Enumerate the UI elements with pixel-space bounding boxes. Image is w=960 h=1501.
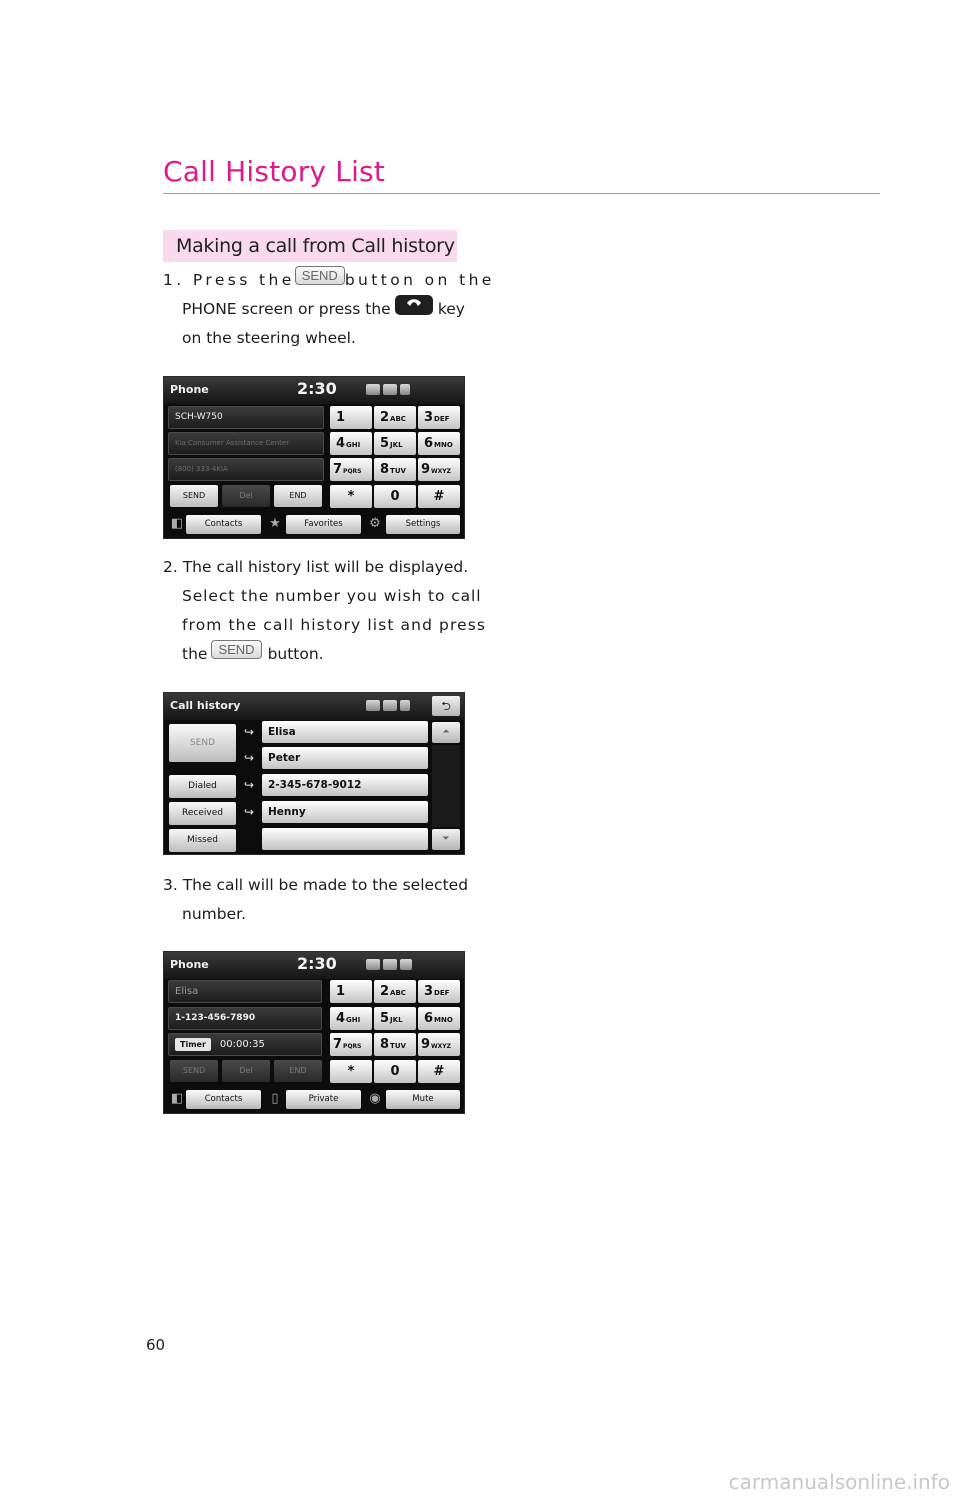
dial-key-2[interactable]: 2ABC (374, 980, 416, 1003)
dial-key-3[interactable]: 3DEF (418, 980, 460, 1003)
call-history-row-3[interactable]: 2-345-678-9012 (262, 774, 428, 796)
step-1-line-1 (163, 266, 495, 295)
dial-key-0[interactable]: 0 (374, 1060, 416, 1083)
dial-key-1[interactable]: 1 (330, 406, 372, 429)
section-heading: Making a call from Call history (163, 230, 457, 262)
timer-label: Timer (175, 1038, 211, 1051)
dial-key-hash[interactable]: # (418, 485, 460, 508)
page-title: Call History List (163, 155, 386, 188)
end-button[interactable]: END (274, 1060, 322, 1082)
send-key-label: SEND (211, 640, 261, 659)
battery-icon (366, 959, 380, 970)
step-3-line-1: 3. The call will be made to the selected (163, 876, 469, 894)
call-icon (400, 959, 412, 970)
call-history-row-1[interactable]: Elisa (262, 721, 428, 743)
dialed-button[interactable]: Dialed (169, 775, 236, 798)
call-history-row-4[interactable]: Henny (262, 801, 428, 823)
watermark: carmanualsonline.info (728, 1470, 950, 1494)
dial-key-3[interactable]: 3DEF (418, 406, 460, 429)
step-2-line-2: Select the number you wish to call (182, 587, 482, 605)
del-button[interactable]: Del (222, 485, 270, 507)
contacts-button[interactable]: Contacts (186, 515, 261, 534)
step-1-text-c: PHONE screen or press the (182, 300, 391, 318)
contacts-icon: ◧ (170, 516, 184, 531)
bluetooth-icon (400, 700, 410, 711)
title-divider (163, 193, 880, 194)
dial-key-6[interactable]: 6MNO (418, 432, 460, 455)
dial-key-star[interactable]: * (330, 1060, 372, 1083)
dial-key-5[interactable]: 5JKL (374, 1007, 416, 1030)
dial-key-5[interactable]: 5JKL (374, 432, 416, 455)
caller-number-field: 1-123-456-7890 (168, 1007, 322, 1030)
contacts-button[interactable]: Contacts (186, 1090, 261, 1109)
screen-title: Phone (170, 383, 209, 396)
end-button[interactable]: END (274, 485, 322, 507)
dial-key-4[interactable]: 4GHI (330, 1007, 372, 1030)
battery-icon (366, 384, 380, 395)
call-direction-icon: ↪ (244, 725, 255, 739)
step-2-line-4 (163, 640, 465, 669)
phone-screen-active-call (163, 951, 465, 1114)
caller-name-field: Elisa (168, 980, 322, 1003)
call-direction-icon: ↪ (244, 778, 255, 792)
received-button[interactable]: Received (169, 802, 236, 825)
status-icons (366, 959, 412, 971)
step-1-text-d: key (437, 300, 465, 318)
step-1-text-b: button on the (344, 271, 495, 289)
dial-key-7[interactable]: 7PQRS (330, 458, 372, 481)
signal-icon (383, 384, 397, 395)
private-button[interactable]: Private (286, 1090, 361, 1109)
scroll-track[interactable] (432, 745, 460, 827)
signal-icon (383, 700, 397, 711)
dial-key-1[interactable]: 1 (330, 980, 372, 1003)
call-history-row-5[interactable] (262, 828, 428, 850)
call-timer-field (168, 1033, 322, 1056)
step-1-line-3: on the steering wheel. (182, 329, 356, 347)
status-icons (366, 700, 410, 712)
step-2 (163, 553, 487, 669)
step-2-text-a: the (182, 645, 208, 663)
status-icons (366, 384, 410, 396)
gear-icon: ⚙ (369, 516, 381, 531)
step-1 (163, 266, 495, 353)
call-direction-icon: ↪ (244, 805, 255, 819)
page-number: 60 (146, 1336, 166, 1354)
settings-button[interactable]: Settings (386, 515, 460, 534)
mute-icon: ◉ (369, 1091, 381, 1106)
contact-name-field: Kia Consumer Assistance Center (168, 432, 324, 455)
dial-key-4[interactable]: 4GHI (330, 432, 372, 455)
dial-key-7[interactable]: 7PQRS (330, 1033, 372, 1056)
step-2-line-1: 2. The call history list will be displayed. (163, 558, 469, 576)
screen-title: Phone (170, 958, 209, 971)
device-name-field: SCH-W750 (168, 406, 324, 429)
dial-key-8[interactable]: 8TUV (374, 458, 416, 481)
back-button[interactable]: ⮌ (432, 696, 460, 716)
signal-icon (383, 959, 397, 970)
bluetooth-icon (400, 384, 410, 395)
dial-key-hash[interactable]: # (418, 1060, 460, 1083)
battery-icon (366, 700, 380, 711)
missed-button[interactable]: Missed (169, 829, 236, 852)
send-key-label: SEND (295, 266, 345, 285)
dial-key-8[interactable]: 8TUV (374, 1033, 416, 1056)
contact-number-field: (800) 333-4KIA (168, 458, 324, 481)
step-3-line-2: number. (182, 905, 246, 923)
send-button[interactable]: SEND (169, 724, 236, 762)
phone-screen-dialpad (163, 376, 465, 539)
handset-icon: ▯ (271, 1091, 279, 1106)
scroll-down-button[interactable]: ⏷ (432, 829, 460, 850)
screen-clock: 2:30 (297, 954, 337, 973)
step-2-line-3: from the call history list and press (182, 616, 487, 634)
dial-key-9[interactable]: 9WXYZ (418, 1033, 460, 1056)
call-history-row-2[interactable]: Peter (262, 747, 428, 769)
contacts-icon: ◧ (170, 1091, 184, 1106)
dial-key-9[interactable]: 9WXYZ (418, 458, 460, 481)
timer-value: 00:00:35 (219, 1039, 265, 1050)
step-1-line-2 (163, 295, 465, 324)
screen-title: Call history (170, 699, 241, 712)
star-icon: ★ (269, 516, 281, 531)
del-button[interactable]: Del (222, 1060, 270, 1082)
favorites-button[interactable]: Favorites (286, 515, 361, 534)
step-2-text-b: button. (267, 645, 324, 663)
scroll-up-button[interactable]: ⏶ (432, 722, 460, 743)
screen-clock: 2:30 (297, 379, 337, 398)
dial-key-2[interactable]: 2ABC (374, 406, 416, 429)
step-1-text-a: 1. Press the (163, 271, 295, 289)
send-button[interactable]: SEND (170, 1060, 218, 1082)
call-history-screen (163, 692, 465, 855)
step-3 (163, 871, 469, 929)
call-direction-icon: ↪ (244, 751, 255, 765)
dial-key-6[interactable]: 6MNO (418, 1007, 460, 1030)
mute-button[interactable]: Mute (386, 1090, 460, 1109)
dial-key-star[interactable]: * (330, 485, 372, 508)
send-button[interactable]: SEND (170, 485, 218, 507)
dial-key-0[interactable]: 0 (374, 485, 416, 508)
phone-key-icon (395, 295, 433, 315)
